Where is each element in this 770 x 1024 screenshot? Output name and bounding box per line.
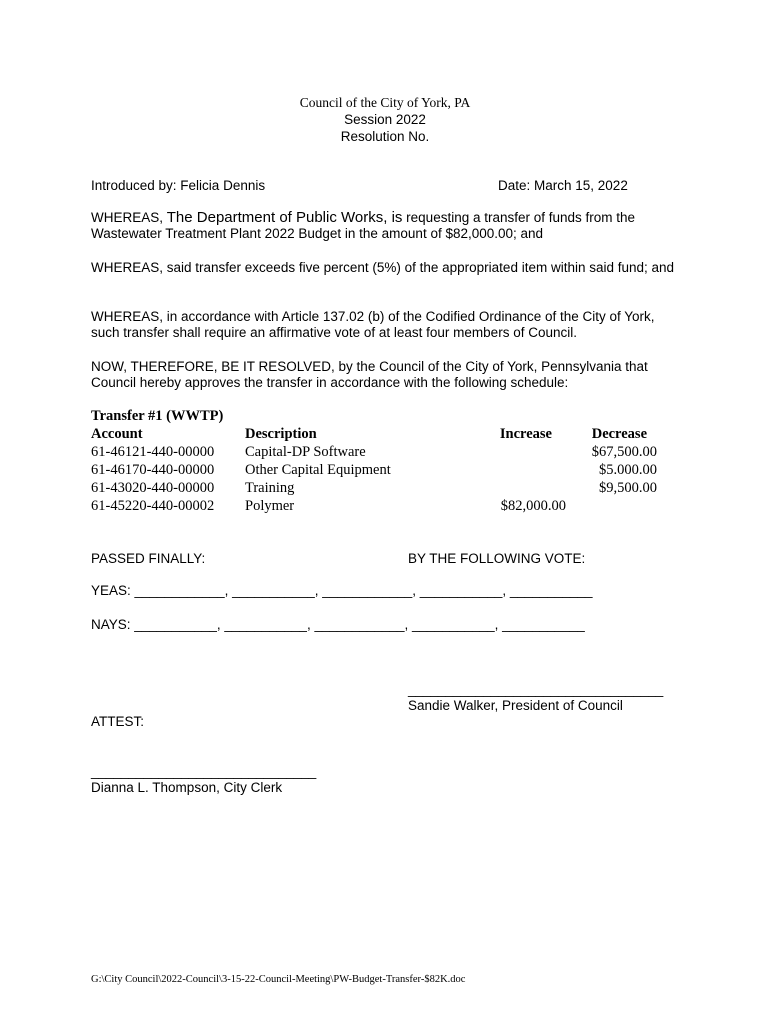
- resolved-paragraph: NOW, THEREFORE, BE IT RESOLVED, by the Council of the City of York, Pennsylvania that Council hereby approves the transfer in accordance with the following schedule:: [91, 359, 648, 390]
- row-2-description: Other Capital Equipment: [245, 462, 391, 478]
- row-1-description: Capital-DP Software: [245, 444, 366, 460]
- row-3-account: 61-43020-440-00000: [91, 480, 215, 496]
- header-account: Account: [91, 426, 143, 442]
- header-increase: Increase: [499, 426, 552, 442]
- passed-finally-label: PASSED FINALLY:: [91, 551, 206, 566]
- row-4-increase: $82,000.00: [500, 498, 566, 514]
- resolution-date: Date: March 15, 2022: [498, 178, 628, 193]
- row-2-account: 61-46170-440-00000: [91, 462, 215, 478]
- resolution-number: Resolution No.: [340, 129, 430, 144]
- row-4-description: Polymer: [245, 498, 295, 514]
- row-1-account: 61-46121-440-00000: [91, 444, 215, 460]
- attest-label: ATTEST:: [91, 714, 145, 729]
- row-3-decrease: $9,500.00: [599, 480, 657, 496]
- header-description: Description: [245, 426, 317, 442]
- row-2-decrease: $5.000.00: [599, 462, 657, 478]
- whereas-lead: WHEREAS,: [91, 210, 167, 225]
- clerk-name: Dianna L. Thompson, City Clerk: [91, 780, 283, 795]
- introduced-by: Introduced by: Felicia Dennis: [91, 178, 266, 193]
- president-name: Sandie Walker, President of Council: [408, 698, 623, 713]
- whereas-paragraph-1: [91, 210, 681, 242]
- whereas-paragraph-3: WHEREAS, in accordance with Article 137.02 (b) of the Codified Ordinance of the City of York, such transfer shall require an affirmative vote of at least four members of Council.: [91, 309, 655, 340]
- yeas-line: YEAS: ____________, ___________, ____________, ___________, ___________: [91, 583, 593, 598]
- row-3-description: Training: [245, 480, 295, 496]
- following-vote-label: BY THE FOLLOWING VOTE:: [408, 551, 586, 566]
- council-title: Council of the City of York, PA: [299, 95, 471, 110]
- file-path-footer: G:\City Council\2022-Council\3-15-22-Council-Meeting\PW-Budget-Transfer-$82K.doc: [91, 974, 466, 985]
- row-1-decrease: $67,500.00: [591, 444, 657, 460]
- president-signature-line: __________________________________: [408, 682, 664, 697]
- row-4-account: 61-45220-440-00002: [91, 498, 215, 514]
- transfer-title: Transfer #1 (WWTP): [91, 408, 224, 424]
- whereas-text: requesting a transfer of funds from the Wastewater Treatment Plant 2022 Budget in the amount of $82,000.00; and: [91, 210, 636, 241]
- session-line: Session 2022: [344, 112, 426, 127]
- clerk-signature-line: ______________________________: [91, 764, 317, 779]
- department-name: The Department of Public Works, is: [166, 209, 403, 226]
- whereas-paragraph-2: WHEREAS, said transfer exceeds five percent (5%) of the appropriated item within said fund; and: [91, 260, 675, 275]
- header-decrease: Decrease: [591, 426, 647, 442]
- nays-line: NAYS: ___________, ___________, ____________, ___________, ___________: [91, 617, 585, 632]
